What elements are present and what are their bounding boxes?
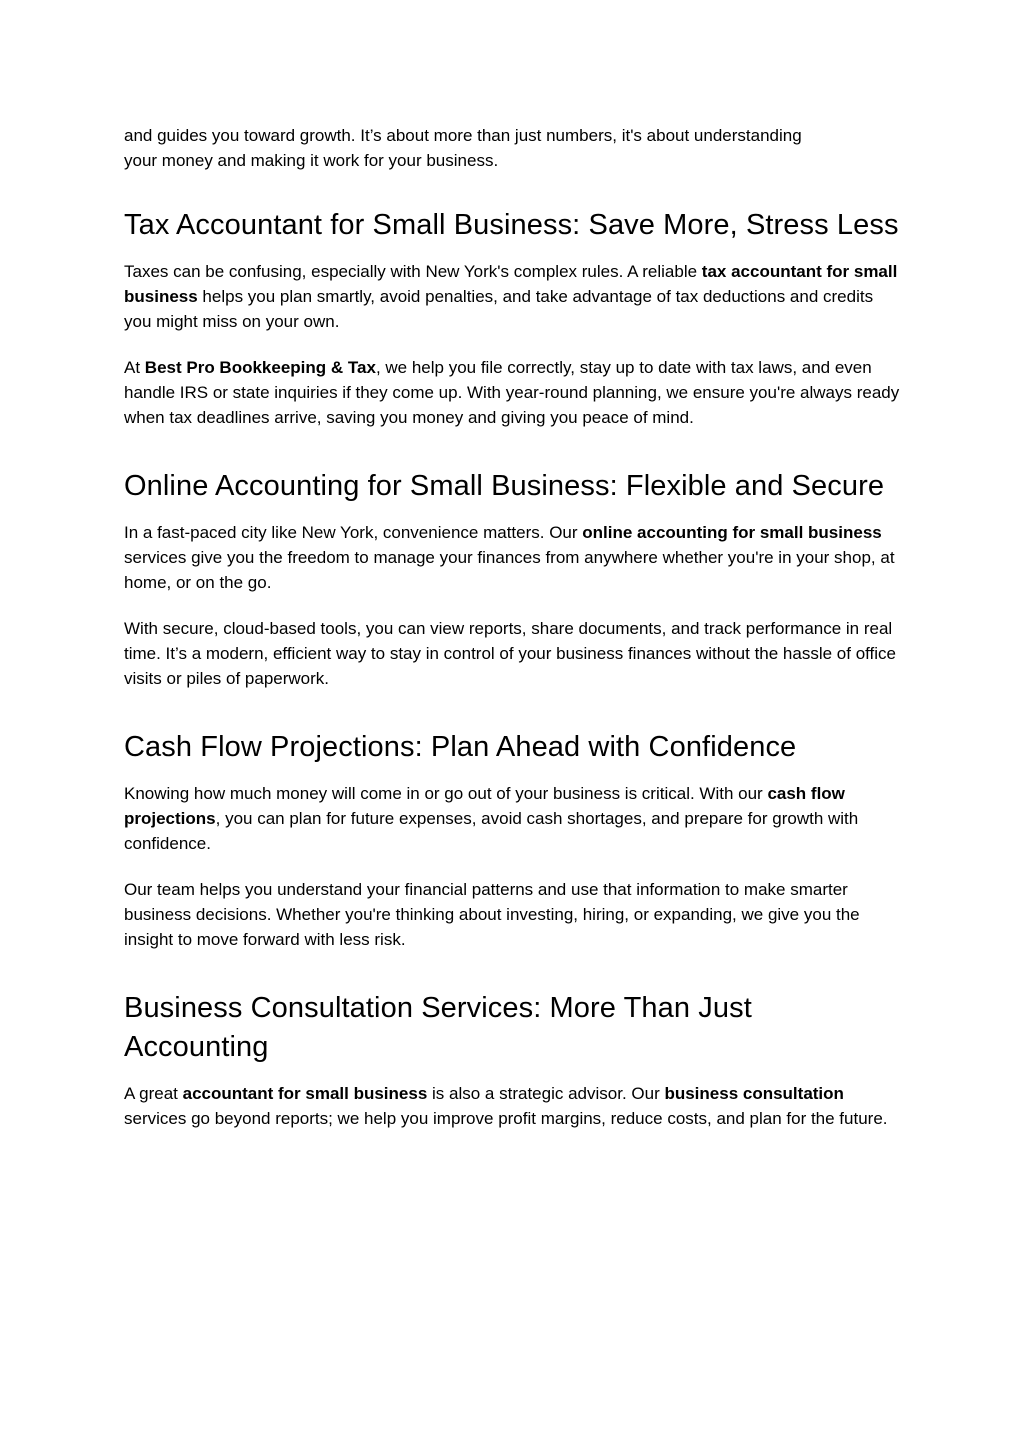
- section-business-consultation-paragraph-1: [124, 1081, 900, 1131]
- text-run: services go beyond reports; we help you improve profit margins, reduce costs, and plan for the future.: [124, 1109, 888, 1128]
- intro-line-1: and guides you toward growth. It’s about more than just numbers, it's about understanding: [124, 126, 802, 145]
- section-cash-flow-paragraph-1: [124, 781, 900, 856]
- text-run: services give you the freedom to manage your finances from anywhere whether you're in your shop, at home, or on the go.: [124, 548, 895, 592]
- bold-keyword: accountant for small business: [182, 1084, 428, 1103]
- section-heading-cash-flow: Cash Flow Projections: Plan Ahead with Confidence: [124, 731, 797, 763]
- section-heading-online-accounting: Online Accounting for Small Business: Flexible and Secure: [124, 470, 885, 502]
- bold-keyword: business consultation: [664, 1084, 844, 1103]
- section-online-accounting-paragraph-2: With secure, cloud-based tools, you can view reports, share documents, and track performance in real time. It’s a modern, efficient way to stay in control of your business finances without the hassle of office visits or piles of paperwork.: [124, 619, 897, 688]
- bold-keyword: online accounting for small business: [582, 523, 882, 542]
- text-run: A great: [124, 1084, 183, 1103]
- text-run: In a fast-paced city like New York, convenience matters. Our: [124, 523, 583, 542]
- text-run: , we help you file correctly, stay up to date with tax laws, and even handle IRS or state inquiries if they come up. With year-round planning, we ensure you're always ready when tax deadlines arrive, saving you money and giving you peace of mind.: [124, 358, 900, 427]
- intro-paragraph: [124, 123, 900, 173]
- text-run: Knowing how much money will come in or go out of your business is critical. With our: [124, 784, 768, 803]
- section-tax-accountant-paragraph-1: [124, 259, 900, 334]
- section-cash-flow-paragraph-2: Our team helps you understand your financial patterns and use that information to make smarter business decisions. Whether you're thinking about investing, hiring, or expanding, we give you the insight to move forward with less risk.: [124, 880, 860, 949]
- bold-keyword: tax accountant for small business: [124, 262, 898, 306]
- document-body: [124, 123, 900, 1131]
- text-run: At: [124, 358, 145, 377]
- bold-company-name: Best Pro Bookkeeping & Tax: [144, 358, 376, 377]
- section-heading-business-consultation: Business Consultation Services: More Than Just Accounting: [124, 992, 752, 1063]
- section-heading-tax-accountant: Tax Accountant for Small Business: Save More, Stress Less: [124, 209, 899, 241]
- section-online-accounting-paragraph-1: [124, 520, 900, 595]
- text-run: helps you plan smartly, avoid penalties, and take advantage of tax deductions and credits you might miss on your own.: [124, 287, 874, 331]
- intro-line-2: your money and making it work for your business.: [124, 151, 499, 170]
- text-run: Taxes can be confusing, especially with New York's complex rules. A reliable: [124, 262, 702, 281]
- text-run: is also a strategic advisor. Our: [427, 1084, 665, 1103]
- text-run: , you can plan for future expenses, avoid cash shortages, and prepare for growth with confidence.: [124, 809, 859, 853]
- section-tax-accountant-paragraph-2: [124, 355, 900, 430]
- bold-keyword: cash flow projections: [124, 784, 845, 828]
